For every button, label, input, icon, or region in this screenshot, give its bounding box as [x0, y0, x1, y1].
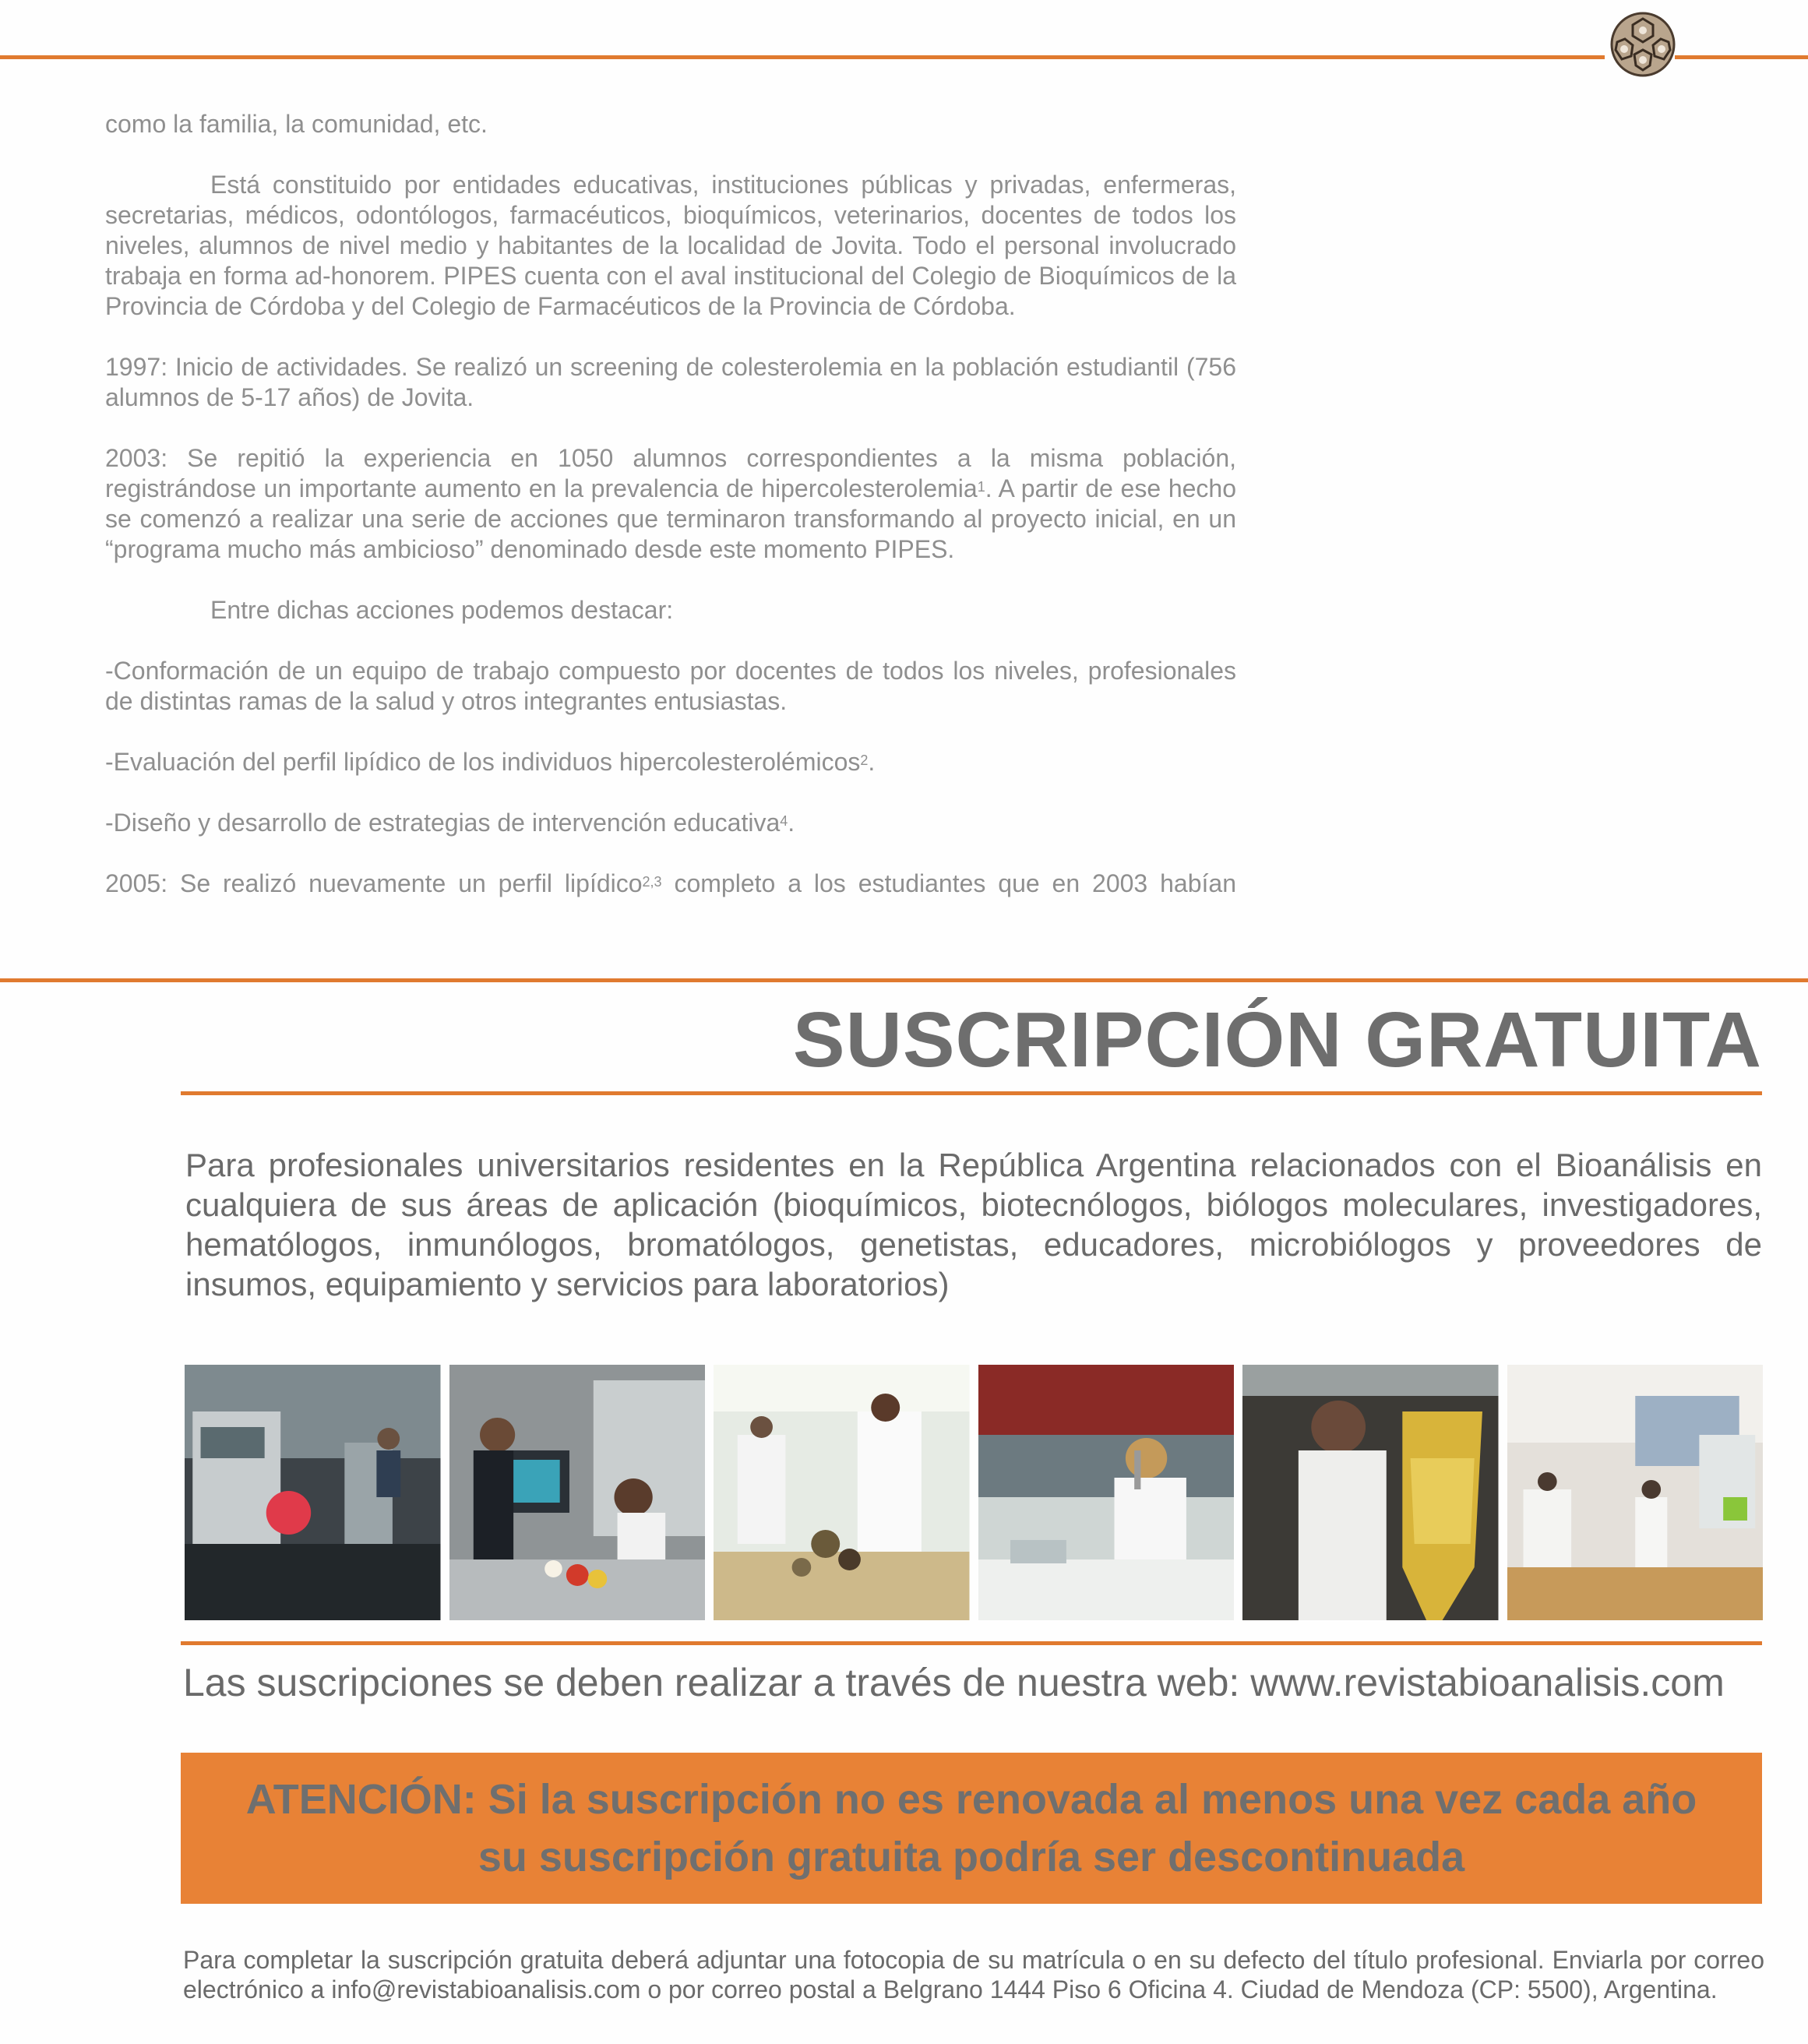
- paragraph-actions-intro: Entre dichas acciones podemos destacar:: [210, 596, 674, 624]
- lab-photo-plant-samples: [714, 1365, 970, 1620]
- lab-photo-pipette: [978, 1365, 1235, 1620]
- lab-photo-food-analysis: [449, 1365, 706, 1620]
- lab-photo-equipment: [185, 1365, 441, 1620]
- subscription-title: SUSCRIPCIÓN GRATUITA: [792, 996, 1762, 1084]
- attention-line-1: ATENCIÓN: Si la suscripción no es renovada al menos una vez cada año: [245, 1776, 1697, 1823]
- paragraph-1997: 1997: Inicio de actividades. Se realizó un screening de colesterolemia en la población estudiantil (756 alumnos de 5-17 años) de Jovita.: [105, 353, 1236, 411]
- subscription-instructions: Para completar la suscripción gratuita deberá adjuntar una fotocopia de su matrícula o en su defecto del título profesional. Enviarla por correo electrónico a info@revistabioanalisis.com o por correo postal a Belgrano 1444 Piso 6 Oficina 4. Ciudad de Mendoza (CP: 5500), Argentina.: [183, 1946, 1764, 2003]
- title-underline: [181, 1091, 1762, 1095]
- header-rule-right: [1675, 55, 1808, 59]
- article-body: [105, 109, 1236, 929]
- section-divider: [0, 978, 1808, 982]
- paragraph-action-lipid: -Evaluación del perfil lipídico de los individuos hipercolesterolémicos$^2$.: [105, 748, 876, 776]
- subscription-web-notice: Las suscripciones se deben realizar a través de nuestra web: www.revistabioanalisis.com: [183, 1661, 1725, 1704]
- footnote-ref: 2: [860, 752, 869, 768]
- paragraph-2003: 2003: Se repitió la experiencia en 1050 alumnos correspondientes a la misma población, registrándose un importante aumento en la prevalencia de hipercolesterolemia$^1$. A partir de ese hecho se comenzó a realizar una serie de acciones que terminaron transformando al proyecto inicial, en un “programa mucho más ambicioso” denominado desde este momento PIPES.: [105, 444, 1237, 563]
- photo-strip: [185, 1365, 1763, 1620]
- footnote-ref: 1: [977, 479, 985, 495]
- photo-underline: [181, 1641, 1762, 1645]
- paragraph-action-design: -Diseño y desarrollo de estrategias de intervención educativa$^4$.: [105, 809, 795, 837]
- footnote-ref: 4: [780, 813, 788, 829]
- subscription-description: Para profesionales universitarios residentes en la República Argentina relacionados con el Bioanálisis en cualquiera de sus áreas de aplicación (bioquímicos, biotecnólogos, biólogos moleculares, investigadores, hematólogos, inmunólogos, bromatólogos, genetistas, educadores, microbiólogos y proveedores de insumos, equipamiento y servicios para laboratorios): [185, 1147, 1762, 1302]
- paragraph-2005: 2005: Se realizó nuevamente un perfil lipídico$^{2,3}$ completo a los estudiantes que en 2003 habían: [105, 869, 1237, 897]
- lab-photo-laboratory: [1507, 1365, 1764, 1620]
- header-rule: [0, 55, 1605, 59]
- fullerene-logo-icon: [1608, 9, 1678, 79]
- footnote-ref: 2,3: [642, 874, 662, 890]
- attention-banner: [181, 1753, 1762, 1904]
- paragraph-composition: Está constituido por entidades educativas, instituciones públicas y privadas, enfermeras, secretarias, médicos, odontólogos, farmacéuticos, bioquímicos, veterinarios, docentes de todos los niveles, alumnos de nivel medio y habitantes de la localidad de Jovita. Todo el personal involucrado trabaja en forma ad-honorem. PIPES cuenta con el aval institucional del Colegio de Bioquímicos de la Provincia de Córdoba y del Colegio de Farmacéuticos de la Provincia de Córdoba.: [105, 171, 1236, 320]
- lab-photo-flask: [1242, 1365, 1499, 1620]
- paragraph-action-team: -Conformación de un equipo de trabajo compuesto por docentes de todos los niveles, profesionales de distintas ramas de la salud y otros integrantes entusiastas.: [105, 657, 1236, 715]
- attention-line-2: su suscripción gratuita podría ser descontinuada: [478, 1834, 1465, 1880]
- paragraph-intro: como la familia, la comunidad, etc.: [105, 110, 488, 138]
